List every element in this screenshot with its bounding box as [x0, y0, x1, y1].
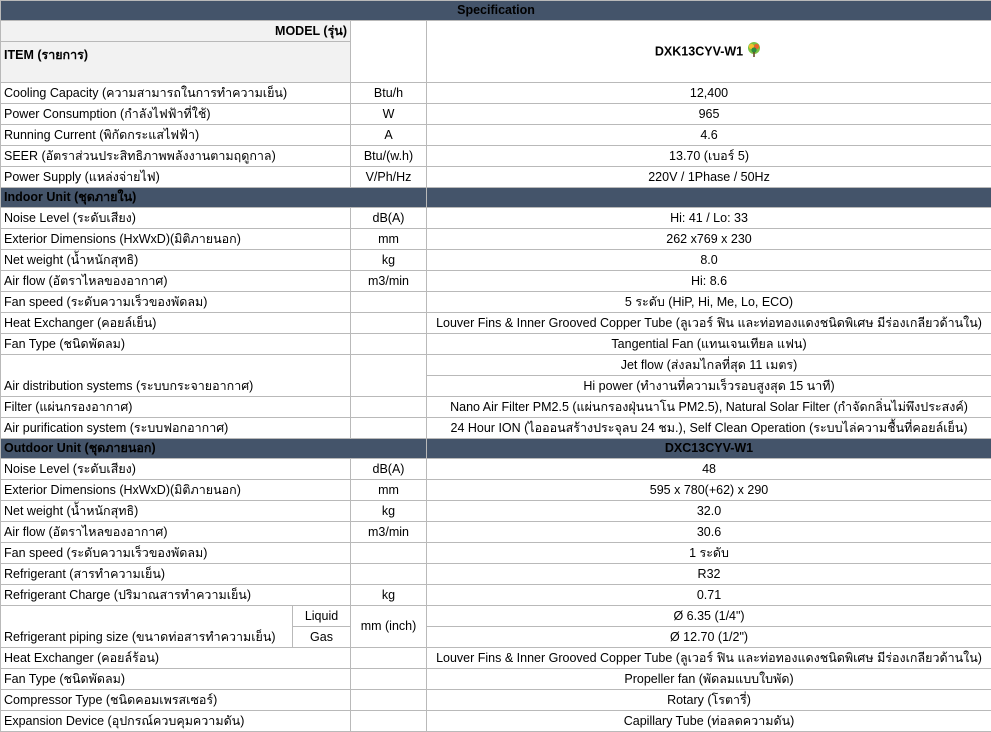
- unit-cell: Btu/(w.h): [351, 146, 427, 167]
- item-cell: Fan Type (ชนิดพัดลม): [1, 334, 351, 355]
- unit-cell: [351, 648, 427, 669]
- item-cell: Air purification system (ระบบฟอกอากาศ): [1, 418, 351, 439]
- value-cell: R32: [427, 564, 991, 585]
- item-cell: Cooling Capacity (ความสามารถในการทำความเย็น): [1, 83, 351, 104]
- eco-leaf-icon: [745, 40, 763, 64]
- value-cell: 965: [427, 104, 991, 125]
- item-cell: Expansion Device (อุปกรณ์ควบคุมความดัน): [1, 711, 351, 732]
- unit-cell: kg: [351, 501, 427, 522]
- item-cell: Power Supply (แหล่งจ่ายไฟ): [1, 167, 351, 188]
- table-row: [1, 606, 991, 627]
- table-row: [1, 83, 991, 104]
- section-header-row: [1, 439, 991, 459]
- value-cell: Hi: 8.6: [427, 271, 991, 292]
- unit-cell: [351, 669, 427, 690]
- gas-label: Gas: [293, 627, 351, 648]
- table-row: [1, 292, 991, 313]
- item-cell: Refrigerant Charge (ปริมาณสารทำความเย็น): [1, 585, 351, 606]
- table-row: [1, 250, 991, 271]
- value-cell: Hi power (ทำงานที่ความเร็วรอบสูงสุด 15 นาที): [427, 376, 991, 397]
- unit-cell: mm: [351, 229, 427, 250]
- item-cell: Exterior Dimensions (HxWxD)(มิติภายนอก): [1, 229, 351, 250]
- value-cell: Ø 12.70 (1/2"): [427, 627, 991, 648]
- table-row: [1, 146, 991, 167]
- table-row: [1, 229, 991, 250]
- item-cell: Air flow (อัตราไหลของอากาศ): [1, 522, 351, 543]
- table-row: [1, 648, 991, 669]
- item-cell: Heat Exchanger (คอยล์เย็น): [1, 313, 351, 334]
- unit-cell: W: [351, 104, 427, 125]
- model-label: MODEL (รุ่น): [1, 21, 351, 42]
- table-row: [1, 271, 991, 292]
- table-row: [1, 585, 991, 606]
- unit-cell: dB(A): [351, 459, 427, 480]
- item-cell: Noise Level (ระดับเสียง): [1, 459, 351, 480]
- section-model: [427, 188, 991, 208]
- value-cell: Tangential Fan (แทนเจนเทียล แฟน): [427, 334, 991, 355]
- item-cell: SEER (อัตราส่วนประสิทธิภาพพลังงานตามฤดูกาล): [1, 146, 351, 167]
- unit-cell: kg: [351, 585, 427, 606]
- table-row: [1, 480, 991, 501]
- unit-cell: mm (inch): [351, 606, 427, 648]
- item-cell: Heat Exchanger (คอยล์ร้อน): [1, 648, 351, 669]
- unit-cell: [351, 711, 427, 732]
- value-cell: 4.6: [427, 125, 991, 146]
- section-model: DXC13CYV-W1: [427, 439, 991, 459]
- item-cell: Refrigerant (สารทำความเย็น): [1, 564, 351, 585]
- table-row: [1, 125, 991, 146]
- table-title: Specification: [1, 1, 991, 21]
- unit-cell: [351, 690, 427, 711]
- value-cell: 13.70 (เบอร์ 5): [427, 146, 991, 167]
- item-label: ITEM (รายการ): [1, 42, 351, 83]
- table-row: [1, 334, 991, 355]
- indoor-model-cell: [427, 21, 991, 83]
- table-row: [1, 564, 991, 585]
- table-row: [1, 208, 991, 229]
- table-row: [1, 397, 991, 418]
- unit-cell: [351, 334, 427, 355]
- item-cell: Filter (แผ่นกรองอากาศ): [1, 397, 351, 418]
- value-cell: 595 x 780(+62) x 290: [427, 480, 991, 501]
- unit-cell: [351, 543, 427, 564]
- item-cell: Fan Type (ชนิดพัดลม): [1, 669, 351, 690]
- table-row: [1, 104, 991, 125]
- value-cell: Capillary Tube (ท่อลดความดัน): [427, 711, 991, 732]
- value-cell: 5 ระดับ (HiP, Hi, Me, Lo, ECO): [427, 292, 991, 313]
- table-row: [1, 313, 991, 334]
- unit-cell: m3/min: [351, 271, 427, 292]
- unit-cell: [351, 313, 427, 334]
- header-unit-blank: [351, 21, 427, 83]
- item-cell: Air distribution systems (ระบบกระจายอากาศ): [1, 355, 351, 397]
- section-header-row: [1, 188, 991, 208]
- value-cell: 48: [427, 459, 991, 480]
- value-cell: Louver Fins & Inner Grooved Copper Tube (ลูเวอร์ ฟิน และท่อทองแดงชนิดพิเศษ มีร่องเกลียวด้านใน): [427, 648, 991, 669]
- unit-cell: mm: [351, 480, 427, 501]
- value-cell: 0.71: [427, 585, 991, 606]
- item-cell: Exterior Dimensions (HxWxD)(มิติภายนอก): [1, 480, 351, 501]
- value-cell: Jet flow (ส่งลมไกลที่สุด 11 เมตร): [427, 355, 991, 376]
- liquid-label: Liquid: [293, 606, 351, 627]
- value-cell: Rotary (โรตารี่): [427, 690, 991, 711]
- unit-cell: [351, 418, 427, 439]
- table-row: [1, 669, 991, 690]
- unit-cell: m3/min: [351, 522, 427, 543]
- value-cell: Nano Air Filter PM2.5 (แผ่นกรองฝุ่นนาโน PM2.5), Natural Solar Filter (กำจัดกลิ่นไม่พึงประสงค์): [427, 397, 991, 418]
- value-cell: 12,400: [427, 83, 991, 104]
- value-cell: 32.0: [427, 501, 991, 522]
- value-cell: Louver Fins & Inner Grooved Copper Tube (ลูเวอร์ ฟิน และท่อทองแดงชนิดพิเศษ มีร่องเกลียวด้านใน): [427, 313, 991, 334]
- indoor-model-name: DXK13CYV-W1: [655, 44, 743, 58]
- table-row: [1, 543, 991, 564]
- item-cell: Noise Level (ระดับเสียง): [1, 208, 351, 229]
- value-cell: 262 x769 x 230: [427, 229, 991, 250]
- table-row: [1, 459, 991, 480]
- table-row: [1, 690, 991, 711]
- table-row: [1, 501, 991, 522]
- value-cell: 220V / 1Phase / 50Hz: [427, 167, 991, 188]
- title-row: [1, 1, 991, 21]
- item-cell: Fan speed (ระดับความเร็วของพัดลม): [1, 292, 351, 313]
- unit-cell: [351, 564, 427, 585]
- section-label: Indoor Unit (ชุดภายใน): [1, 188, 427, 208]
- unit-cell: [351, 355, 427, 397]
- value-cell: 8.0: [427, 250, 991, 271]
- value-cell: Hi: 41 / Lo: 33: [427, 208, 991, 229]
- item-cell: Net weight (น้ำหนักสุทธิ): [1, 501, 351, 522]
- table-row: [1, 418, 991, 439]
- model-header-row: [1, 21, 991, 42]
- item-cell: Air flow (อัตราไหลของอากาศ): [1, 271, 351, 292]
- item-cell: Power Consumption (กำลังไฟฟ้าที่ใช้): [1, 104, 351, 125]
- value-cell: 30.6: [427, 522, 991, 543]
- table-row: [1, 711, 991, 732]
- unit-cell: Btu/h: [351, 83, 427, 104]
- table-row: [1, 355, 991, 376]
- table-row: [1, 167, 991, 188]
- item-cell: Compressor Type (ชนิดคอมเพรสเซอร์): [1, 690, 351, 711]
- unit-cell: dB(A): [351, 208, 427, 229]
- item-cell: Net weight (น้ำหนักสุทธิ): [1, 250, 351, 271]
- item-cell: Refrigerant piping size (ขนาดท่อสารทำความเย็น): [1, 606, 293, 648]
- unit-cell: [351, 397, 427, 418]
- item-cell: Running Current (พิกัดกระแสไฟฟ้า): [1, 125, 351, 146]
- value-cell: Propeller fan (พัดลมแบบใบพัด): [427, 669, 991, 690]
- value-cell: 1 ระดับ: [427, 543, 991, 564]
- unit-cell: [351, 292, 427, 313]
- value-cell: 24 Hour ION (ไอออนสร้างประจุลบ 24 ชม.), Self Clean Operation (ระบบไล่ความชื้นที่คอยล์เย็น): [427, 418, 991, 439]
- unit-cell: V/Ph/Hz: [351, 167, 427, 188]
- unit-cell: kg: [351, 250, 427, 271]
- section-label: Outdoor Unit (ชุดภายนอก): [1, 439, 427, 459]
- unit-cell: A: [351, 125, 427, 146]
- value-cell: Ø 6.35 (1/4"): [427, 606, 991, 627]
- item-cell: Fan speed (ระดับความเร็วของพัดลม): [1, 543, 351, 564]
- table-row: [1, 522, 991, 543]
